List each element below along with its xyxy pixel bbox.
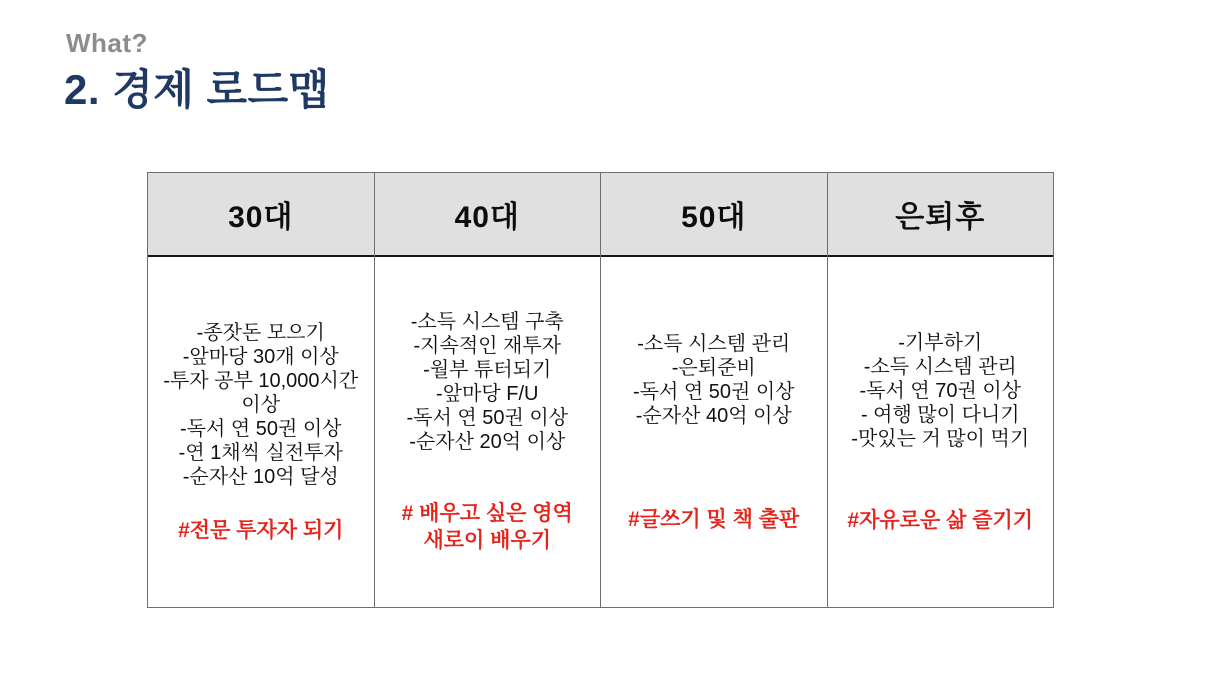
goal-item: -월부 튜터되기 xyxy=(423,359,552,381)
goal-item: - 여행 많이 다니기 xyxy=(860,403,1020,426)
goal-item: -소득 시스템 관리 xyxy=(637,332,791,355)
goal-item: -소득 시스템 구축 xyxy=(410,311,564,333)
hashtag-line: #글쓰기 및 책 출판 xyxy=(628,507,800,531)
table-column-50s xyxy=(600,173,827,607)
column-body-30s xyxy=(148,257,374,607)
goal-item: -은퇴준비 xyxy=(671,356,756,379)
hashtag-line: # 배우고 싶은 영역 xyxy=(401,502,573,525)
goal-list-40s xyxy=(407,310,569,454)
column-body-retirement xyxy=(828,257,1054,607)
roadmap-table xyxy=(147,172,1054,608)
goal-item: -앞마당 30개 이상 xyxy=(182,345,339,368)
goal-item: -기부하기 xyxy=(898,331,983,354)
column-header-retirement: 은퇴후 xyxy=(828,173,1054,257)
goal-item: -독서 연 50권 이상 xyxy=(406,407,568,429)
goal-item: -순자산 10억 달성 xyxy=(182,465,339,488)
goal-item: -소득 시스템 관리 xyxy=(863,355,1017,378)
hashtag-line: #자유로운 삶 즐기기 xyxy=(847,508,1034,532)
goal-list-50s xyxy=(633,332,795,428)
table-column-40s xyxy=(374,173,601,607)
hashtag-goal-30s xyxy=(178,517,343,544)
goal-item: -연 1채씩 실전투자 xyxy=(178,441,343,464)
hashtag-line: 새로이 배우기 xyxy=(423,529,552,552)
slide-kicker: What? xyxy=(66,28,148,58)
table-column-retirement xyxy=(827,173,1054,607)
goal-item: -독서 연 70권 이상 xyxy=(859,379,1021,402)
hashtag-goal-retirement xyxy=(847,507,1033,534)
goal-list-30s xyxy=(163,321,358,489)
goal-item: -앞마당 F/U xyxy=(436,383,539,405)
goal-list-retirement xyxy=(851,331,1029,451)
goal-item: -독서 연 50권 이상 xyxy=(180,417,342,440)
column-body-40s xyxy=(375,257,601,607)
column-header-40s: 40대 xyxy=(375,173,601,257)
hashtag-goal-40s xyxy=(402,500,573,554)
hashtag-goal-50s xyxy=(628,506,799,533)
goal-item: -순자산 40억 이상 xyxy=(635,404,792,427)
column-header-50s: 50대 xyxy=(601,173,827,257)
page-title: 2. 경제 로드맵 xyxy=(64,66,330,113)
goal-item: 이상 xyxy=(241,393,281,416)
hashtag-line: #전문 투자자 되기 xyxy=(178,518,344,542)
goal-item: -종잣돈 모으기 xyxy=(196,321,325,344)
column-header-30s: 30대 xyxy=(148,173,374,257)
goal-item: -지속적인 재투자 xyxy=(413,335,561,357)
table-column-30s xyxy=(148,173,374,607)
goal-item: -맛있는 거 많이 먹기 xyxy=(851,427,1030,450)
goal-item: -순자산 20억 이상 xyxy=(409,431,566,453)
goal-item: -투자 공부 10,000시간 xyxy=(163,369,359,392)
goal-item: -독서 연 50권 이상 xyxy=(633,380,795,403)
column-body-50s xyxy=(601,257,827,607)
